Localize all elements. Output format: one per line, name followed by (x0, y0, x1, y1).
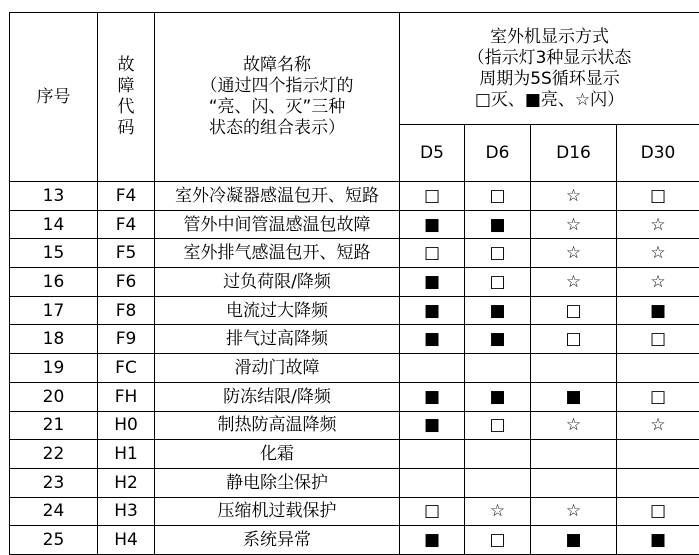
cell-led-d30 (617, 440, 699, 469)
header-outdoor-line-3: 周期为5S循环显示 (400, 69, 699, 90)
cell-code: H2 (98, 468, 155, 497)
cell-led-d30: □ (617, 497, 699, 526)
header-seq: 序号 (10, 13, 98, 182)
cell-led-d30: □ (617, 325, 699, 354)
cell-led-d6 (465, 354, 531, 383)
cell-code: FC (98, 354, 155, 383)
cell-led-d16: ☆ (531, 210, 617, 239)
cell-led-d5 (400, 440, 465, 469)
table-row (10, 497, 699, 526)
cell-code: F4 (98, 210, 155, 239)
cell-led-d5: ■ (400, 411, 465, 440)
table-row (10, 325, 699, 354)
cell-led-d30: ☆ (617, 210, 699, 239)
header-code (98, 13, 155, 182)
cell-led-d30: ■ (617, 526, 699, 555)
header-name-line-1: 故障名称 (155, 55, 399, 76)
header-name-line-4: 状态的组合表示） (155, 118, 399, 139)
cell-fault-name: 压缩机过载保护 (155, 497, 400, 526)
cell-led-d16: □ (531, 296, 617, 325)
header-led-d30: D30 (617, 125, 699, 182)
cell-led-d6: ■ (465, 382, 531, 411)
table-row (10, 182, 699, 211)
cell-fault-name: 化霜 (155, 440, 400, 469)
cell-led-d5: ■ (400, 210, 465, 239)
cell-seq: 17 (10, 296, 98, 325)
table-row (10, 268, 699, 297)
cell-led-d16: ☆ (531, 239, 617, 268)
cell-led-d6: □ (465, 182, 531, 211)
cell-seq: 22 (10, 440, 98, 469)
table-row (10, 440, 699, 469)
header-outdoor-display (400, 13, 699, 125)
cell-fault-name: 排气过高降频 (155, 325, 400, 354)
cell-code: F8 (98, 296, 155, 325)
cell-fault-name: 室外冷凝器感温包开、短路 (155, 182, 400, 211)
cell-led-d16: ■ (531, 526, 617, 555)
cell-led-d30: □ (617, 182, 699, 211)
table-row (10, 210, 699, 239)
table-row (10, 411, 699, 440)
cell-led-d16: ☆ (531, 182, 617, 211)
header-outdoor-line-1: 室外机显示方式 (400, 27, 699, 48)
cell-fault-name: 系统异常 (155, 526, 400, 555)
cell-led-d6: □ (465, 268, 531, 297)
header-led-d16: D16 (531, 125, 617, 182)
cell-led-d5: □ (400, 239, 465, 268)
cell-led-d6 (465, 468, 531, 497)
header-led-d6: D6 (465, 125, 531, 182)
cell-code: F9 (98, 325, 155, 354)
fault-code-table (9, 12, 699, 555)
cell-led-d6: ☆ (465, 497, 531, 526)
cell-led-d5: ■ (400, 526, 465, 555)
header-code-text: 故障代码 (118, 55, 135, 139)
table-row (10, 296, 699, 325)
cell-led-d30: ☆ (617, 268, 699, 297)
cell-led-d6: □ (465, 526, 531, 555)
cell-fault-name: 制热防高温降频 (155, 411, 400, 440)
header-name-line-3: “亮、闪、灭”三种 (155, 97, 399, 118)
cell-led-d5: ■ (400, 382, 465, 411)
cell-code: H4 (98, 526, 155, 555)
cell-led-d30 (617, 354, 699, 383)
cell-led-d6: □ (465, 411, 531, 440)
cell-led-d5: ■ (400, 325, 465, 354)
cell-seq: 13 (10, 182, 98, 211)
header-name-line-2: （通过四个指示灯的 (155, 76, 399, 97)
cell-fault-name: 管外中间管温感温包故障 (155, 210, 400, 239)
header-outdoor-line-4: □灭、■亮、☆闪） (400, 90, 699, 111)
cell-led-d16: ☆ (531, 268, 617, 297)
header-outdoor-line-2: （指示灯3种显示状态 (400, 48, 699, 69)
cell-led-d30: ■ (617, 296, 699, 325)
cell-seq: 19 (10, 354, 98, 383)
cell-fault-name: 静电除尘保护 (155, 468, 400, 497)
cell-led-d16: ☆ (531, 411, 617, 440)
cell-code: FH (98, 382, 155, 411)
cell-code: H0 (98, 411, 155, 440)
header-led-d5: D5 (400, 125, 465, 182)
cell-fault-name: 防冻结限/降频 (155, 382, 400, 411)
cell-led-d6: ■ (465, 296, 531, 325)
cell-fault-name: 电流过大降频 (155, 296, 400, 325)
cell-seq: 18 (10, 325, 98, 354)
cell-seq: 25 (10, 526, 98, 555)
cell-led-d6: ■ (465, 325, 531, 354)
cell-led-d16: □ (531, 325, 617, 354)
cell-code: F6 (98, 268, 155, 297)
cell-led-d16 (531, 440, 617, 469)
cell-seq: 24 (10, 497, 98, 526)
cell-led-d30 (617, 468, 699, 497)
cell-led-d5: □ (400, 182, 465, 211)
cell-seq: 16 (10, 268, 98, 297)
table-row (10, 468, 699, 497)
cell-seq: 15 (10, 239, 98, 268)
cell-led-d16 (531, 354, 617, 383)
cell-fault-name: 过负荷限/降频 (155, 268, 400, 297)
header-name (155, 13, 400, 182)
cell-led-d5: ■ (400, 296, 465, 325)
cell-led-d16 (531, 468, 617, 497)
cell-code: H1 (98, 440, 155, 469)
table-body (10, 182, 699, 555)
cell-code: F5 (98, 239, 155, 268)
cell-led-d6: □ (465, 239, 531, 268)
cell-seq: 14 (10, 210, 98, 239)
cell-led-d5: □ (400, 497, 465, 526)
cell-code: H3 (98, 497, 155, 526)
cell-code: F4 (98, 182, 155, 211)
cell-led-d5 (400, 468, 465, 497)
cell-seq: 21 (10, 411, 98, 440)
cell-led-d30: ☆ (617, 239, 699, 268)
cell-led-d30: ☆ (617, 411, 699, 440)
cell-led-d5 (400, 354, 465, 383)
table-row (10, 382, 699, 411)
cell-led-d6: ■ (465, 210, 531, 239)
cell-led-d16: ☆ (531, 497, 617, 526)
cell-led-d30: □ (617, 382, 699, 411)
cell-fault-name: 室外排气感温包开、短路 (155, 239, 400, 268)
cell-led-d5: ■ (400, 268, 465, 297)
cell-fault-name: 滑动门故障 (155, 354, 400, 383)
table-row (10, 354, 699, 383)
cell-led-d16: ■ (531, 382, 617, 411)
cell-led-d6 (465, 440, 531, 469)
table-row (10, 526, 699, 555)
cell-seq: 20 (10, 382, 98, 411)
cell-seq: 23 (10, 468, 98, 497)
table-row (10, 239, 699, 268)
